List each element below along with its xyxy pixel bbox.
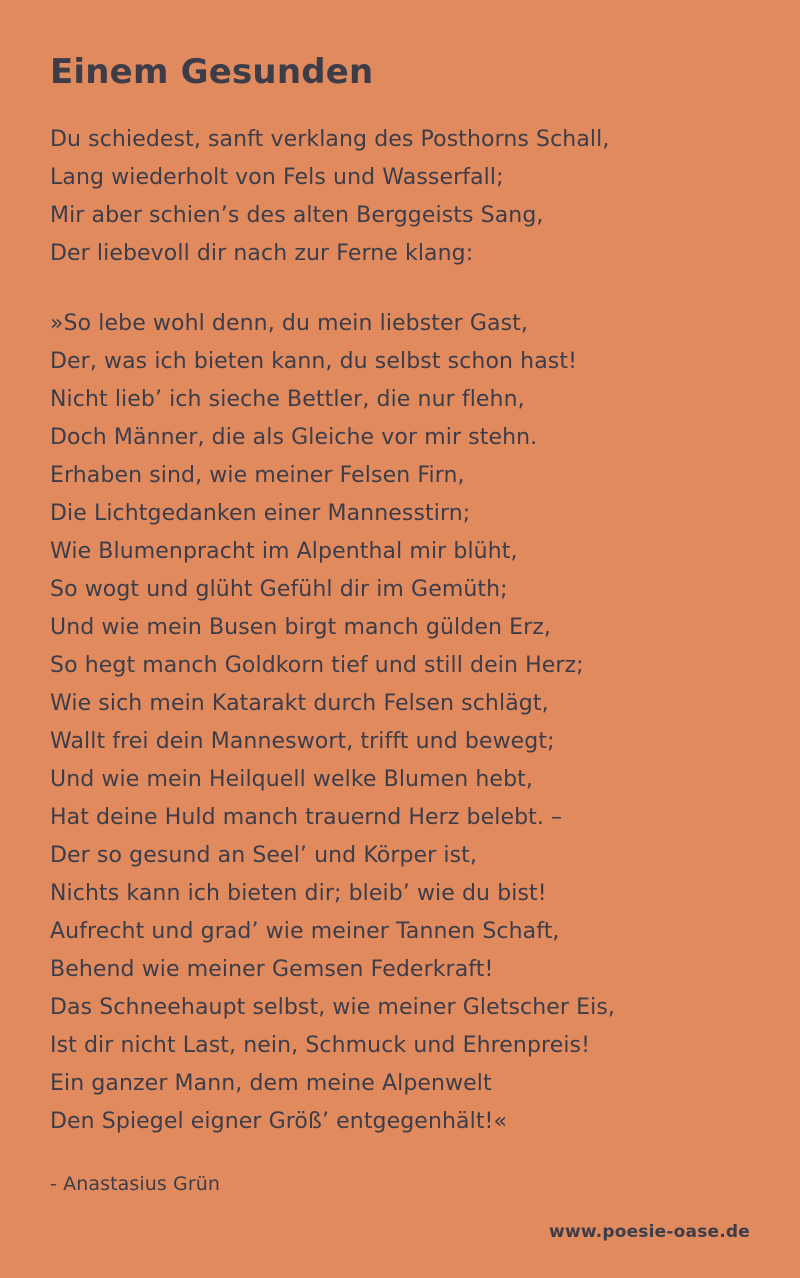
poem-line: Ein ganzer Mann, dem meine Alpenwelt (50, 1070, 492, 1096)
poem-line: Der liebevoll dir nach zur Ferne klang: (50, 240, 474, 266)
stanza-2 (50, 305, 750, 1141)
stanza-1 (50, 121, 750, 273)
poem-line: Nicht lieb’ ich sieche Bettler, die nur flehn, (50, 386, 525, 412)
poem-line: Wie sich mein Katarakt durch Felsen schlägt, (50, 690, 549, 716)
poem-line: Der so gesund an Seel’ und Körper ist, (50, 842, 477, 868)
poem-line: Behend wie meiner Gemsen Federkraft! (50, 956, 494, 982)
poem-line: Lang wiederholt von Fels und Wasserfall; (50, 164, 504, 190)
poem-line: »So lebe wohl denn, du mein liebster Gast, (50, 310, 529, 336)
page-title: Einem Gesunden (50, 52, 374, 92)
poem-author: - Anastasius Grün (50, 1172, 221, 1195)
poem-line: Wallt frei dein Manneswort, trifft und bewegt; (50, 728, 555, 754)
poem-line: Das Schneehaupt selbst, wie meiner Gletscher Eis, (50, 994, 615, 1020)
poem-line: Und wie mein Heilquell welke Blumen hebt, (50, 766, 533, 792)
poem-line: Der, was ich bieten kann, du selbst schon hast! (50, 348, 577, 374)
poem-line: Aufrecht und grad’ wie meiner Tannen Schaft, (50, 918, 560, 944)
poem-line: Ist dir nicht Last, nein, Schmuck und Ehrenpreis! (50, 1032, 591, 1058)
poem-line: Wie Blumenpracht im Alpenthal mir blüht, (50, 538, 518, 564)
poem-line: Erhaben sind, wie meiner Felsen Firn, (50, 462, 465, 488)
poem-line: So hegt manch Goldkorn tief und still dein Herz; (50, 652, 584, 678)
poem-line: Nichts kann ich bieten dir; bleib’ wie du bist! (50, 880, 547, 906)
poem-line: Und wie mein Busen birgt manch gülden Erz, (50, 614, 551, 640)
poem-line: Du schiedest, sanft verklang des Posthorns Schall, (50, 126, 610, 152)
poem-line: Mir aber schien’s des alten Berggeists Sang, (50, 202, 544, 228)
poem-line: Hat deine Huld manch trauernd Herz belebt. – (50, 804, 563, 830)
poem-line: Doch Männer, die als Gleiche vor mir stehn. (50, 424, 538, 450)
poem-line: So wogt und glüht Gefühl dir im Gemüth; (50, 576, 508, 602)
site-url: www.poesie-oase.de (549, 1222, 750, 1242)
poem-line: Den Spiegel eigner Größ’ entgegenhält!« (50, 1108, 508, 1134)
poem-line: Die Lichtgedanken einer Mannesstirn; (50, 500, 471, 526)
